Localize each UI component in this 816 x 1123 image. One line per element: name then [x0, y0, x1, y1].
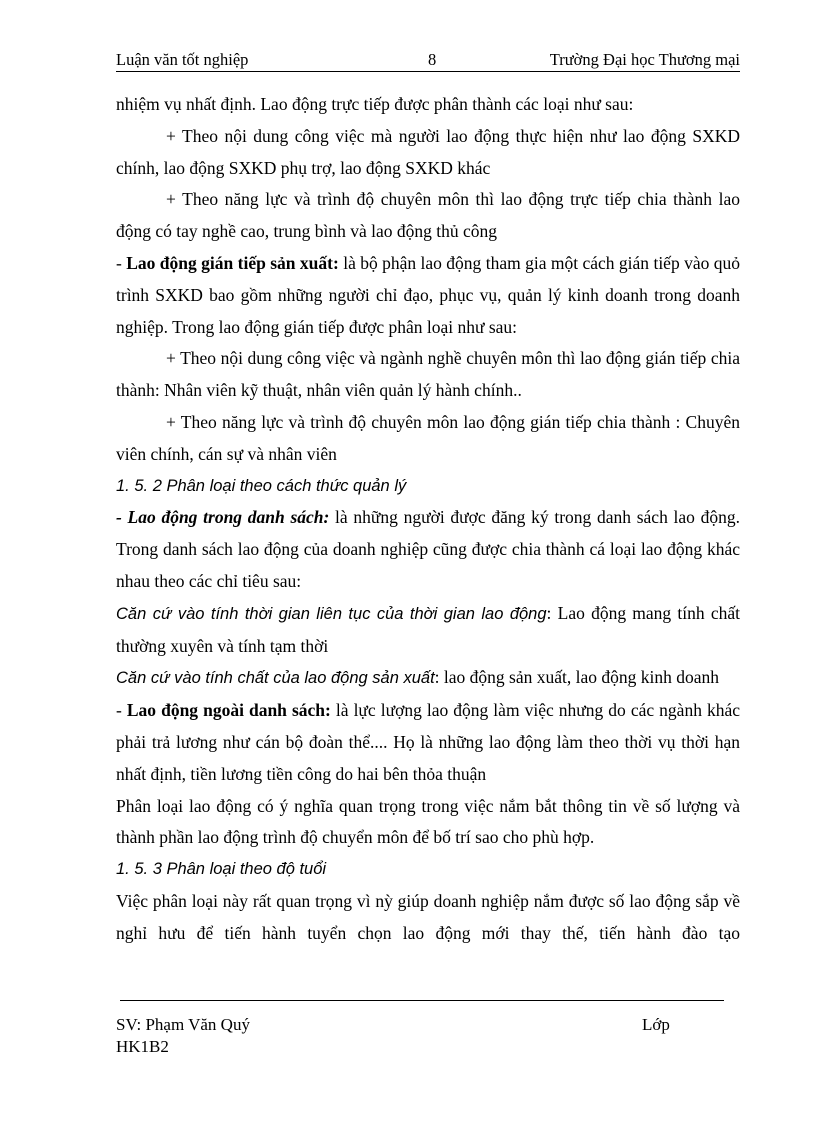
- footer-divider: [120, 1000, 724, 1001]
- bold-term: Lao động ngoài danh sách:: [126, 700, 331, 721]
- footer-class-label: Lớp: [642, 1015, 670, 1034]
- paragraph: [116, 695, 740, 790]
- italic-criterion: Căn cứ vào tính thời gian liên tục của thời gian lao động: [116, 604, 547, 623]
- paragraph: [116, 662, 740, 695]
- paragraph: nhiệm vụ nhất định. Lao động trực tiếp được phân thành các loại như sau:: [116, 94, 634, 114]
- paragraph: [116, 502, 740, 597]
- header-university-name: Trường Đại học Thương mại: [549, 50, 740, 69]
- italic-criterion: Căn cứ vào tính chất của lao động sản xuất: [116, 669, 435, 688]
- page-header: [116, 49, 740, 72]
- paragraph: [116, 248, 740, 343]
- dash: -: [116, 252, 127, 273]
- header-thesis-label: Luận văn tốt nghiệp: [116, 50, 249, 69]
- document-body: [116, 89, 740, 950]
- paragraph: + Theo nội dung công việc mà người lao động thực hiện như lao động SXKD chính, lao động SXKD phụ trợ, lao động SXKD khác: [116, 125, 740, 178]
- footer-class-code: HK1B2: [116, 1037, 169, 1056]
- paragraph: + Theo năng lực và trình độ chuyên môn thì lao động trực tiếp chia thành lao động có tay nghề cao, trung bình và lao động thủ công: [116, 189, 740, 242]
- bold-term: Lao động gián tiếp sản xuất:: [126, 252, 339, 273]
- bold-italic-term: - Lao động trong danh sách:: [116, 507, 330, 528]
- paragraph: + Theo nội dung công việc và ngành nghề chuyên môn thì lao động gián tiếp chia thành: Nhân viên kỹ thuật, nhân viên quản lý hành chính..: [116, 348, 740, 401]
- paragraph: + Theo năng lực và trình độ chuyên môn lao động gián tiếp chia thành : Chuyên viên chính, cán sự và nhân viên: [116, 411, 740, 464]
- paragraph: Việc phân loại này rất quan trọng vì nỳ giúp doanh nghiệp nắm được số lao động sắp về nghỉ hưu để tiến hành tuyển chọn lao động mới thay thế, tiến hành đào tạo: [116, 890, 740, 943]
- paragraph-text: là bộ phận lao động tham gia một cách gián tiếp vào quỏ trình SXKD bao gồm những người chỉ đạo, phục vụ, quản lý kinh doanh trong doanh nghiệp. Trong lao động gián tiếp được phân loại như sau:: [116, 252, 741, 337]
- dash: -: [116, 700, 127, 721]
- paragraph-text: là những người được đăng ký trong danh sách lao động. Trong danh sách lao động của doanh nghiệp cũng được chia thành cá loại lao động khác nhau theo các chỉ tiêu sau:: [116, 507, 741, 591]
- section-heading: 1. 5. 3 Phân loại theo độ tuổi: [116, 860, 327, 879]
- section-heading: 1. 5. 2 Phân loại theo cách thức quản lý: [116, 476, 407, 495]
- footer-student: SV: Phạm Văn Quý: [116, 1015, 250, 1034]
- paragraph-text: là lực lượng lao động làm việc nhưng do các ngành khác phải trả lương như cán bộ đoàn thể.... Họ là những lao động làm theo thời vụ thời hạn nhất định, tiền lương tiền công do hai bên thỏa thuận: [116, 700, 741, 784]
- paragraph-text: : lao động sản xuất, lao động kinh doanh: [434, 667, 720, 688]
- paragraph-text: : Lao động mang tính chất thường xuyên và tính tạm thời: [116, 602, 740, 656]
- paragraph: [116, 598, 740, 663]
- header-page-number: 8: [428, 50, 437, 69]
- paragraph: Phân loại lao động có ý nghĩa quan trọng trong việc nắm bắt thông tin về số lượng và thành phần lao động trình độ chuyển môn để bố trí sao cho phù hợp.: [116, 795, 740, 848]
